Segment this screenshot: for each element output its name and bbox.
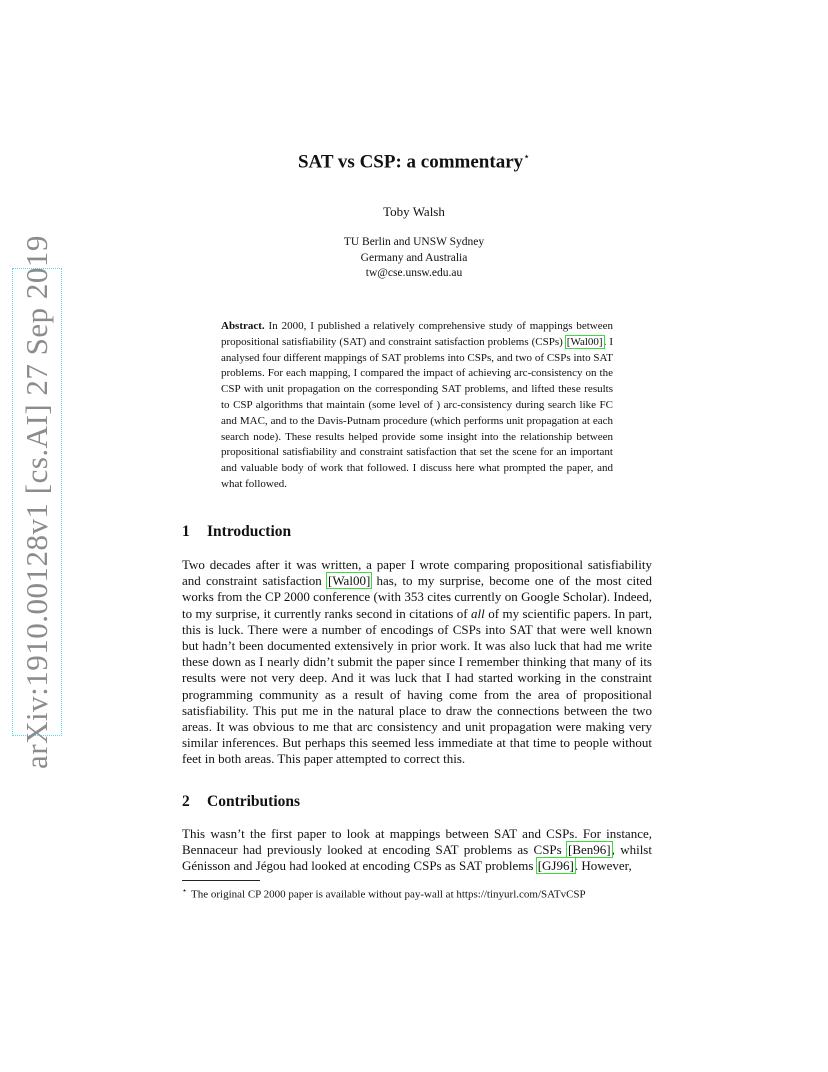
arxiv-watermark xyxy=(12,235,62,769)
section-title: Introduction xyxy=(207,523,292,540)
citation-link[interactable]: [Wal00] xyxy=(566,335,603,348)
section-number: 1 xyxy=(182,523,190,540)
footnote-text: The original CP 2000 paper is available without pay-wall at https://tinyurl.com/SATvCSP xyxy=(191,888,586,901)
body-text: of my scientific papers. In part, this is luck. There were a number of encodings of CSPs into SAT that were well known but hadn’t been documented extensively in prior work. It was also luck that had me write these down as I nearly didn’t submit the paper since I remember thinking that many of its results were not very deep. And it was luck that I had started working in the constraint programming community as a result of having come from the area of propositional satisfiability. This put me in the natural place to draw the connections between the two areas. It was obvious to me that arc consistency and unit propagation were making very similar inferences. But perhaps this seemed less immediate at that time to people without feet in both areas. This paper attempted to correct this. xyxy=(182,605,652,767)
affiliation-block xyxy=(0,235,828,282)
citation-link[interactable]: [Wal00] xyxy=(328,573,371,589)
abstract-label: Abstract. xyxy=(221,320,265,332)
affiliation-line: TU Berlin and UNSW Sydney xyxy=(343,236,485,248)
footnote-mark: ⋆ xyxy=(182,886,188,895)
section-title: Contributions xyxy=(207,793,301,810)
emphasis: all xyxy=(471,605,485,621)
citation-link[interactable]: [GJ96] xyxy=(537,858,574,874)
author-name: Toby Walsh xyxy=(383,204,445,219)
body-text: . However, xyxy=(574,858,632,874)
paper-title xyxy=(0,150,828,173)
body-text: has, to my surprise, become one of the most cited works from the CP 2000 conference (with 353 cites currently on Google Scholar). Indeed, to my surprise, it currently ranks second in citations of xyxy=(182,573,652,621)
abstract-text: . I analysed four different mappings of SAT problems into CSPs, and two of CSPs into SAT problems. For each mapping, I compared the impact of achieving arc-consistency on the CSP with unit propagation on the corresponding SAT problems, and lifted these results to CSP algorithms that maintain (some level of ) arc-consistency during search like FC and MAC, and to the Davis-Putnam procedure (which performs unit propagation at each search node). These results helped provide some insight into the relationship between propositional satisfiability and constraint satisfaction that set the scene for an important and valuable body of work that followed. I discuss here what prompted the paper, and what followed. xyxy=(221,335,613,490)
author-email[interactable]: tw@cse.unsw.edu.au xyxy=(365,267,463,279)
footnote-rule xyxy=(182,880,260,881)
contributions-paragraph xyxy=(182,826,652,875)
section-number: 2 xyxy=(182,793,190,810)
body-text: , whilst Génisson and Jégou had looked at encoding CSPs as SAT problems xyxy=(182,842,652,874)
arxiv-identifier: arXiv:1910.00128v1 [cs.AI] 27 Sep 2019 xyxy=(19,235,55,769)
citation-link[interactable]: [Ben96] xyxy=(568,842,611,858)
title-footnote-mark: ⋆ xyxy=(523,151,531,163)
section-heading-contributions xyxy=(182,793,300,811)
paper-title-text: SAT vs CSP: a commentary xyxy=(297,151,524,173)
section-heading-introduction xyxy=(182,523,291,541)
body-text: Two decades after it was written, a paper I wrote comparing propositional satisfiability and constraint satisfaction xyxy=(182,557,652,589)
footnote xyxy=(182,886,586,901)
body-text: This wasn’t the first paper to look at mappings between SAT and CSPs. For instance, Bennaceur had previously looked at encoding SAT problems as CSPs xyxy=(182,826,652,858)
introduction-paragraph xyxy=(182,557,652,768)
abstract xyxy=(221,319,613,493)
affiliation-line: Germany and Australia xyxy=(360,251,468,264)
abstract-text: In 2000, I published a relatively comprehensive study of mappings between propositional satisfiability (SAT) and constraint satisfaction problems (CSPs) xyxy=(221,320,613,348)
